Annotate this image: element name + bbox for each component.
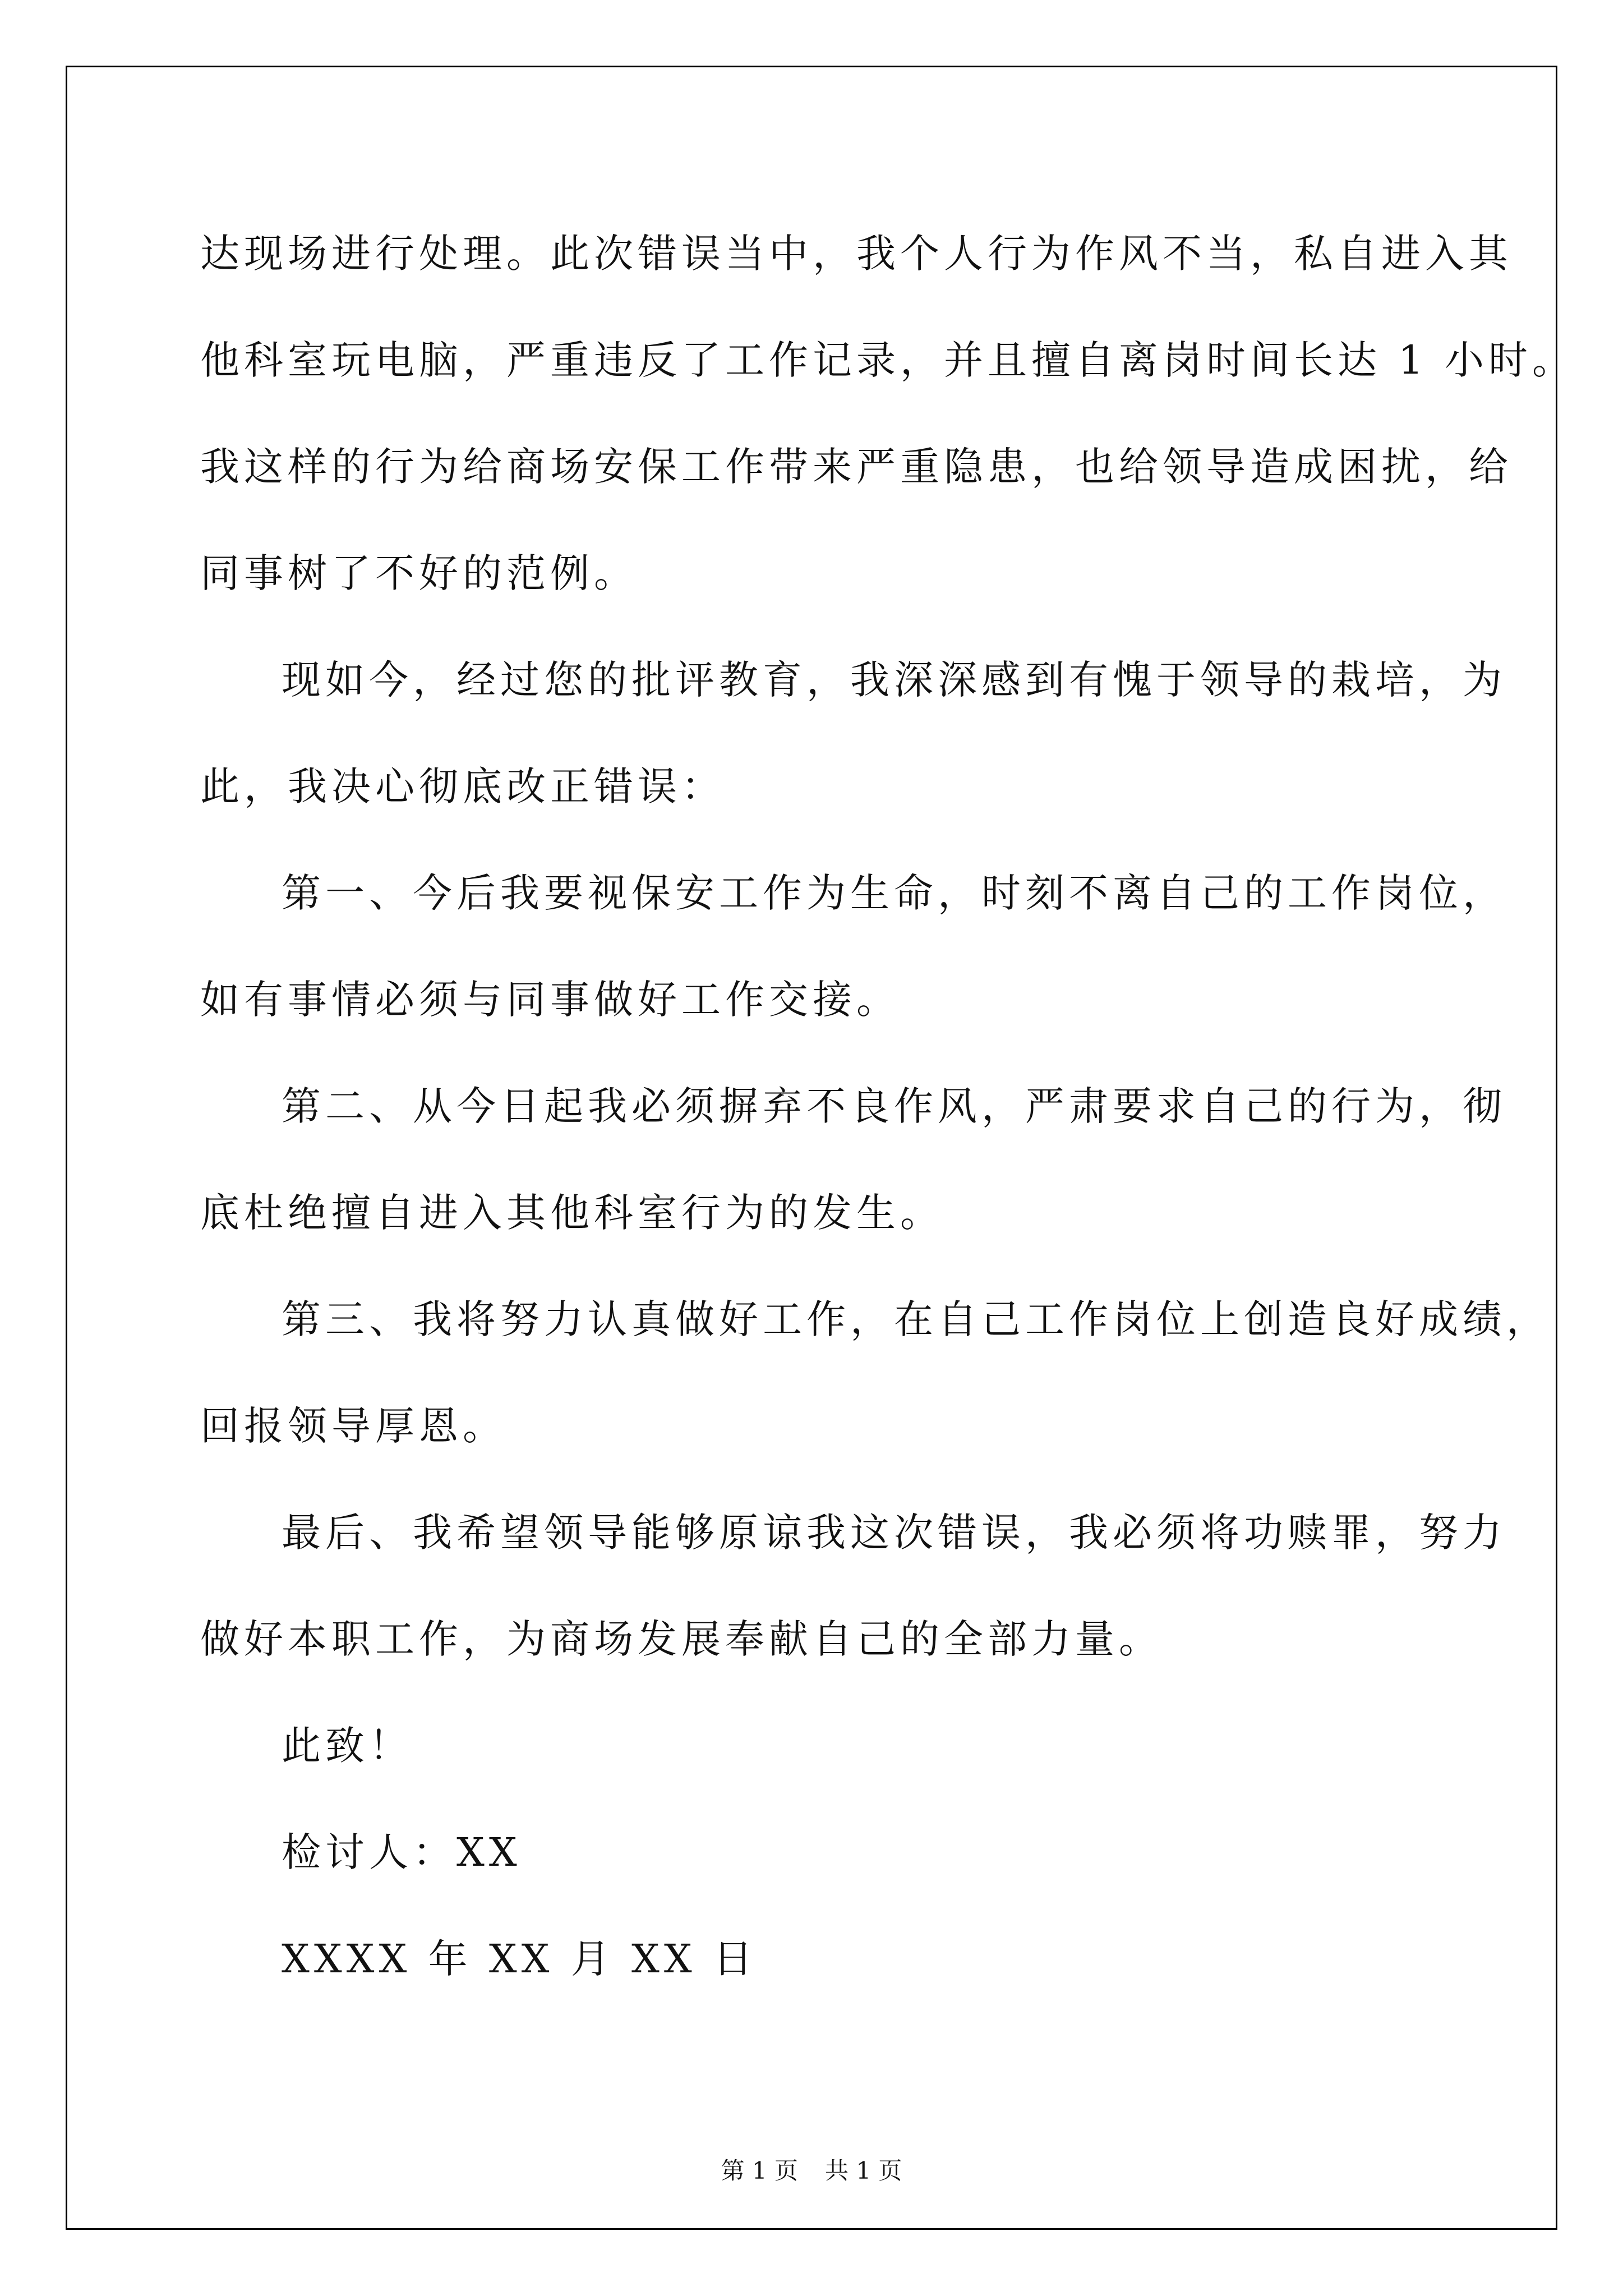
text-line: 现如今，经过您的批评教育，我深深感到有愧于领导的栽培，为 (282, 657, 1506, 703)
text-line: 我这样的行为给商场安保工作带来严重隐患，也给领导造成困扰，给 (200, 444, 1513, 490)
text-line: 此致！ (282, 1723, 413, 1769)
text-line: XXXX 年 XX 月 XX 日 (282, 1936, 757, 1982)
text-line: 同事树了不好的范例。 (200, 550, 638, 596)
page-number-total: 共 1 页 (825, 2157, 902, 2184)
text-line: 他科室玩电脑，严重违反了工作记录，并且擅自离岗时间长达 1 小时。 (200, 337, 1576, 383)
text-line: 达现场进行处理。此次错误当中，我个人行为作风不当，私自进入其 (200, 231, 1513, 277)
text-line: 第二、从今日起我必须摒弃不良作风，严肃要求自己的行为，彻 (282, 1083, 1506, 1129)
page-footer (0, 2154, 1623, 2188)
text-line: 最后、我希望领导能够原谅我这次错误，我必须将功赎罪，努力 (282, 1510, 1506, 1556)
text-line: 底杜绝擅自进入其他科室行为的发生。 (200, 1190, 944, 1236)
text-line: 第三、我将努力认真做好工作，在自己工作岗位上创造良好成绩， (282, 1296, 1550, 1342)
text-line: 检讨人：XX (282, 1829, 522, 1875)
text-line: 回报领导厚恩。 (200, 1403, 506, 1449)
text-line: 做好本职工作，为商场发展奉献自己的全部力量。 (200, 1616, 1163, 1662)
text-line: 第一、今后我要视保安工作为生命，时刻不离自己的工作岗位， (282, 870, 1506, 916)
text-line: 如有事情必须与同事做好工作交接。 (200, 977, 900, 1023)
text-line: 此，我决心彻底改正错误： (200, 763, 725, 809)
page-number-current: 第 1 页 (721, 2157, 798, 2184)
